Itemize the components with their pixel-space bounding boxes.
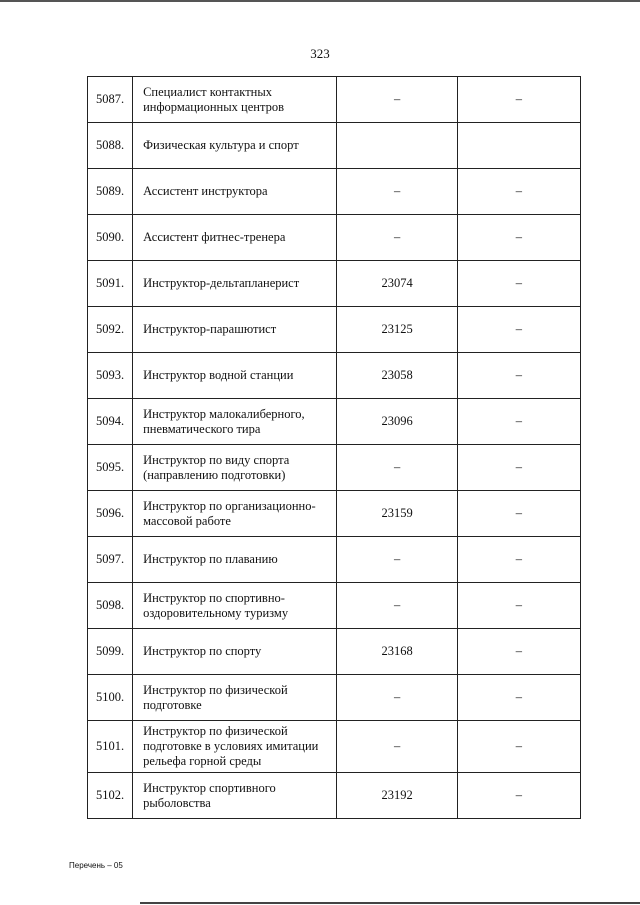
table-row <box>88 721 581 773</box>
table-row <box>88 537 581 583</box>
row-name: Ассистент инструктора <box>133 169 337 215</box>
row-name: Ассистент фитнес-тренера <box>133 215 337 261</box>
row-okpdtr-code: – <box>337 721 457 773</box>
row-other-code: – <box>457 215 580 261</box>
row-other-code: – <box>457 583 580 629</box>
table-row <box>88 773 581 819</box>
row-other-code: – <box>457 721 580 773</box>
row-okpdtr-code: 23125 <box>337 307 457 353</box>
row-name: Инструктор по плаванию <box>133 537 337 583</box>
row-name: Инструктор-дельтапланерист <box>133 261 337 307</box>
row-other-code: – <box>457 261 580 307</box>
row-code: 5092. <box>88 307 133 353</box>
row-name: Инструктор по физической подготовке в условиях имитации рельефа горной среды <box>133 721 337 773</box>
row-name: Инструктор-парашютист <box>133 307 337 353</box>
row-other-code: – <box>457 77 580 123</box>
row-okpdtr-code: – <box>337 445 457 491</box>
row-okpdtr-code: – <box>337 675 457 721</box>
row-code: 5101. <box>88 721 133 773</box>
scan-edge-top <box>0 0 640 2</box>
row-name: Инструктор по физической подготовке <box>133 675 337 721</box>
table-row <box>88 399 581 445</box>
row-code: 5096. <box>88 491 133 537</box>
row-name: Инструктор по спорту <box>133 629 337 675</box>
row-other-code: – <box>457 537 580 583</box>
row-code: 5100. <box>88 675 133 721</box>
footer-note: Перечень – 05 <box>69 861 123 870</box>
table-row <box>88 77 581 123</box>
row-okpdtr-code: 23168 <box>337 629 457 675</box>
table-row <box>88 169 581 215</box>
row-okpdtr-code: 23058 <box>337 353 457 399</box>
row-okpdtr-code: – <box>337 215 457 261</box>
row-other-code: – <box>457 445 580 491</box>
table-row <box>88 215 581 261</box>
row-other-code: – <box>457 353 580 399</box>
row-okpdtr-code: 23074 <box>337 261 457 307</box>
table-row <box>88 123 581 169</box>
row-okpdtr-code: – <box>337 77 457 123</box>
scan-edge-bottom <box>140 902 640 904</box>
row-name: Инструктор по спортивно-оздоровительному туризму <box>133 583 337 629</box>
table-row <box>88 353 581 399</box>
row-code: 5095. <box>88 445 133 491</box>
row-code: 5089. <box>88 169 133 215</box>
table-row <box>88 629 581 675</box>
row-other-code: – <box>457 399 580 445</box>
table-row <box>88 307 581 353</box>
row-name: Инструктор малокалиберного, пневматического тира <box>133 399 337 445</box>
row-other-code: – <box>457 169 580 215</box>
row-name: Инструктор по виду спорта (направлению подготовки) <box>133 445 337 491</box>
row-name: Инструктор спортивного рыболовства <box>133 773 337 819</box>
table-row <box>88 675 581 721</box>
row-code: 5090. <box>88 215 133 261</box>
row-name: Специалист контактных информационных центров <box>133 77 337 123</box>
row-code: 5088. <box>88 123 133 169</box>
table-row <box>88 583 581 629</box>
row-code: 5094. <box>88 399 133 445</box>
row-okpdtr-code <box>337 123 457 169</box>
page-number: 323 <box>310 46 330 61</box>
row-okpdtr-code: 23096 <box>337 399 457 445</box>
row-code: 5087. <box>88 77 133 123</box>
row-code: 5098. <box>88 583 133 629</box>
row-code: 5091. <box>88 261 133 307</box>
table-row <box>88 445 581 491</box>
row-okpdtr-code: – <box>337 169 457 215</box>
row-okpdtr-code: 23192 <box>337 773 457 819</box>
row-other-code: – <box>457 675 580 721</box>
row-code: 5097. <box>88 537 133 583</box>
row-other-code: – <box>457 629 580 675</box>
table-row <box>88 491 581 537</box>
row-name: Инструктор по организационно-массовой работе <box>133 491 337 537</box>
row-okpdtr-code: 23159 <box>337 491 457 537</box>
row-other-code: – <box>457 307 580 353</box>
row-code: 5099. <box>88 629 133 675</box>
row-code: 5093. <box>88 353 133 399</box>
row-other-code: – <box>457 773 580 819</box>
row-other-code: – <box>457 491 580 537</box>
row-name: Инструктор водной станции <box>133 353 337 399</box>
row-other-code <box>457 123 580 169</box>
row-okpdtr-code: – <box>337 537 457 583</box>
row-code: 5102. <box>88 773 133 819</box>
table-row <box>88 261 581 307</box>
row-okpdtr-code: – <box>337 583 457 629</box>
row-name: Физическая культура и спорт <box>133 123 337 169</box>
occupation-table <box>87 76 581 819</box>
